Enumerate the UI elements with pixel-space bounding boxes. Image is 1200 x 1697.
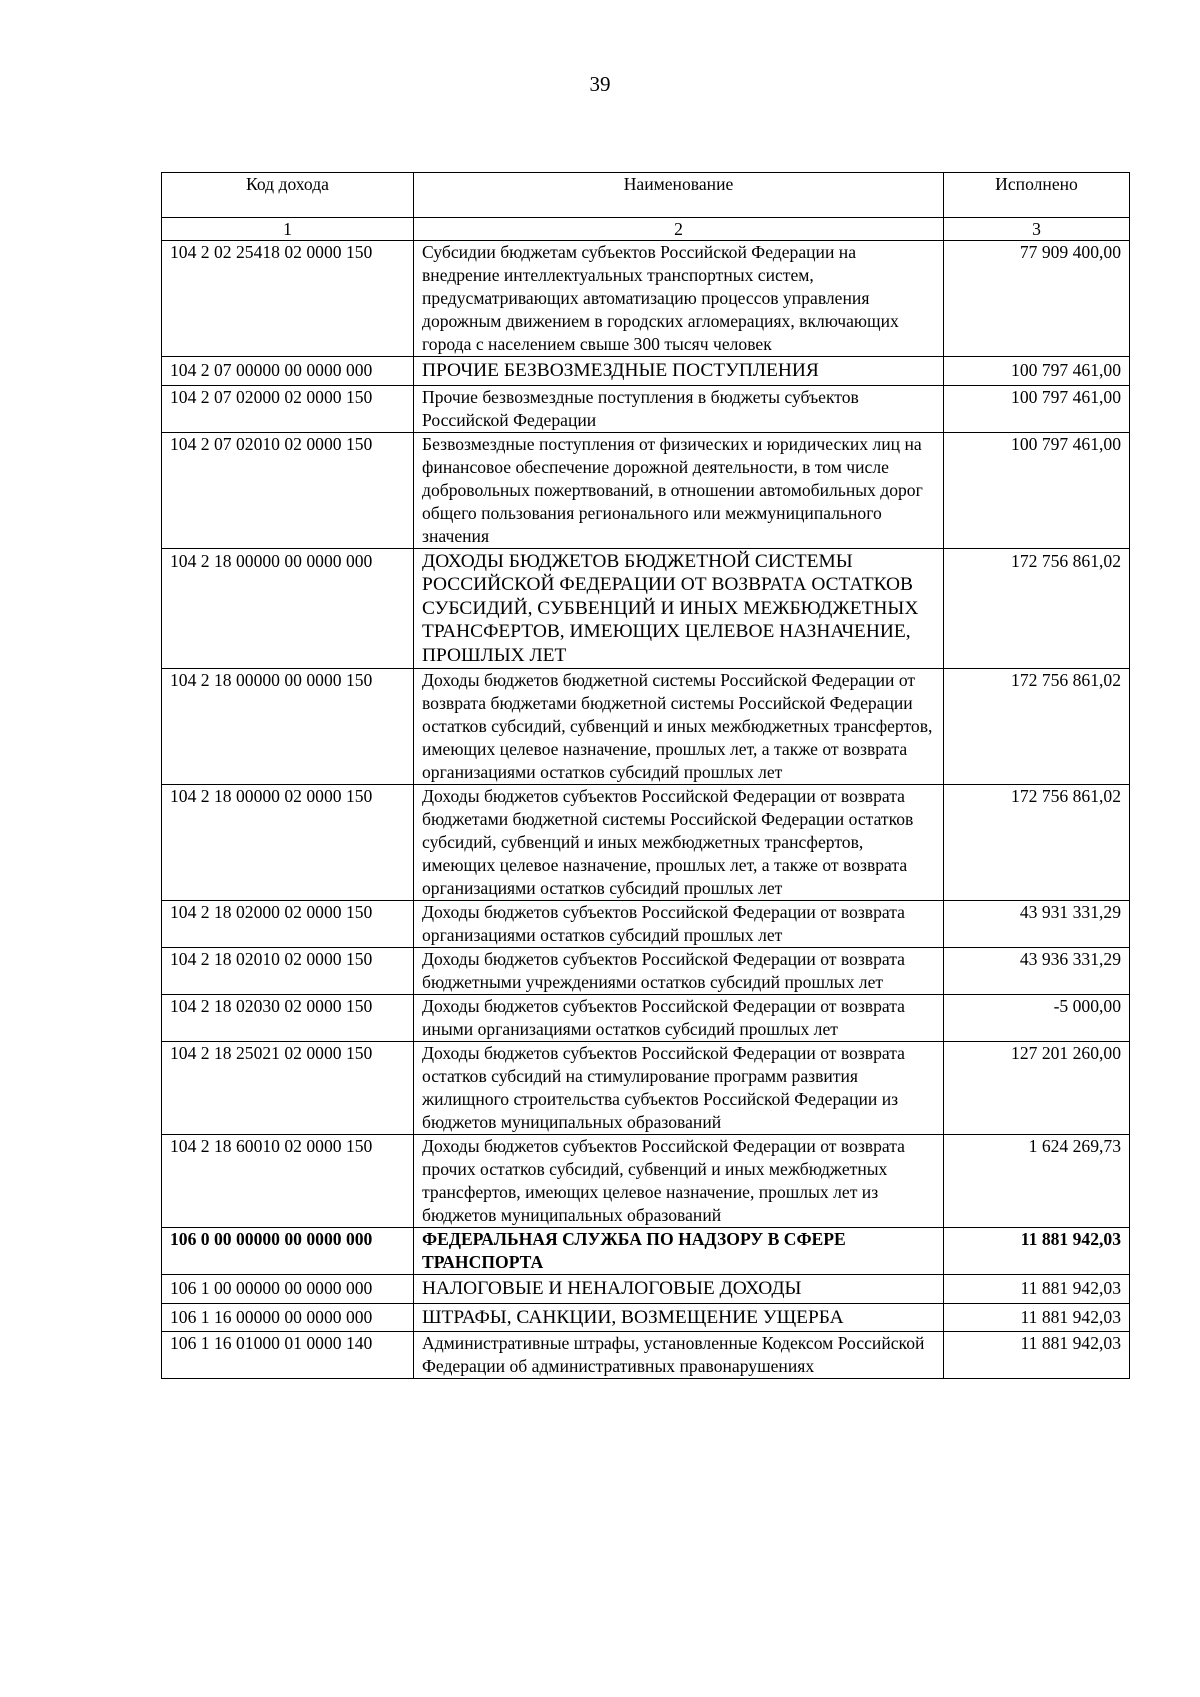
income-name: Доходы бюджетов субъектов Российской Федерации от возврата прочих остатков субсидий, субвенций и иных межбюджетных трансфертов, имеющих целевое назначение, прошлых лет из бюджетов муниципальных образований xyxy=(414,1135,944,1228)
header-executed: Исполнено xyxy=(944,173,1130,218)
income-name: Доходы бюджетов субъектов Российской Федерации от возврата иными организациями остатков субсидий прошлых лет xyxy=(414,995,944,1042)
executed-amount: 43 936 331,29 xyxy=(944,948,1130,995)
executed-amount: 100 797 461,00 xyxy=(944,385,1130,432)
income-code: 106 0 00 00000 00 0000 000 xyxy=(162,1228,414,1275)
table-row xyxy=(162,1228,1130,1275)
table-row xyxy=(162,785,1130,901)
income-code: 104 2 18 00000 02 0000 150 xyxy=(162,785,414,901)
executed-amount: 77 909 400,00 xyxy=(944,241,1130,357)
income-code: 104 2 07 02000 02 0000 150 xyxy=(162,385,414,432)
table-row xyxy=(162,241,1130,357)
income-name: Доходы бюджетов субъектов Российской Федерации от возврата бюджетными учреждениями остатков субсидий прошлых лет xyxy=(414,948,944,995)
income-code: 104 2 02 25418 02 0000 150 xyxy=(162,241,414,357)
header-name: Наименование xyxy=(414,173,944,218)
income-code: 104 2 18 60010 02 0000 150 xyxy=(162,1135,414,1228)
income-code: 106 1 16 01000 01 0000 140 xyxy=(162,1332,414,1379)
table-row xyxy=(162,1275,1130,1304)
table-row xyxy=(162,432,1130,548)
income-name: Доходы бюджетов субъектов Российской Федерации от возврата остатков субсидий на стимулирование программ развития жилищного строительства субъектов Российской Федерации из бюджетов муниципальных образований xyxy=(414,1042,944,1135)
income-name: Безвозмездные поступления от физических и юридических лиц на финансовое обеспечение дорожной деятельности, в том числе добровольных пожертвований, в отношении автомобильных дорог общего пользования регионального или межмуниципального значения xyxy=(414,432,944,548)
income-name: НАЛОГОВЫЕ И НЕНАЛОГОВЫЕ ДОХОДЫ xyxy=(414,1275,944,1304)
executed-amount: 172 756 861,02 xyxy=(944,548,1130,669)
column-number-row xyxy=(162,218,1130,241)
executed-amount: 1 624 269,73 xyxy=(944,1135,1130,1228)
income-code: 104 2 18 25021 02 0000 150 xyxy=(162,1042,414,1135)
table-row xyxy=(162,1135,1130,1228)
table-row xyxy=(162,1303,1130,1332)
table-header-row xyxy=(162,173,1130,218)
executed-amount: 172 756 861,02 xyxy=(944,785,1130,901)
income-name: Административные штрафы, установленные Кодексом Российской Федерации об административных правонарушениях xyxy=(414,1332,944,1379)
income-name: Доходы бюджетов субъектов Российской Федерации от возврата бюджетами бюджетной системы Российской Федерации остатков субсидий, субвенций и иных межбюджетных трансфертов, имеющих целевое назначение, прошлых лет, а также от возврата организациями остатков субсидий прошлых лет xyxy=(414,785,944,901)
executed-amount: 11 881 942,03 xyxy=(944,1303,1130,1332)
column-number-3: 3 xyxy=(944,218,1130,241)
table-row xyxy=(162,1332,1130,1379)
executed-amount: 100 797 461,00 xyxy=(944,432,1130,548)
executed-amount: 11 881 942,03 xyxy=(944,1332,1130,1379)
income-code: 104 2 18 02030 02 0000 150 xyxy=(162,995,414,1042)
executed-amount: 11 881 942,03 xyxy=(944,1228,1130,1275)
income-code: 104 2 18 00000 00 0000 000 xyxy=(162,548,414,669)
table-row xyxy=(162,385,1130,432)
executed-amount: 127 201 260,00 xyxy=(944,1042,1130,1135)
income-name: ПРОЧИЕ БЕЗВОЗМЕЗДНЫЕ ПОСТУПЛЕНИЯ xyxy=(414,357,944,386)
income-name: ДОХОДЫ БЮДЖЕТОВ БЮДЖЕТНОЙ СИСТЕМЫ РОССИЙСКОЙ ФЕДЕРАЦИИ ОТ ВОЗВРАТА ОСТАТКОВ СУБСИДИЙ, СУБВЕНЦИЙ И ИНЫХ МЕЖБЮДЖЕТНЫХ ТРАНСФЕРТОВ, ИМЕЮЩИХ ЦЕЛЕВОЕ НАЗНАЧЕНИЕ, ПРОШЛЫХ ЛЕТ xyxy=(414,548,944,669)
executed-amount: 172 756 861,02 xyxy=(944,669,1130,785)
executed-amount: 100 797 461,00 xyxy=(944,357,1130,386)
income-name: ШТРАФЫ, САНКЦИИ, ВОЗМЕЩЕНИЕ УЩЕРБА xyxy=(414,1303,944,1332)
income-code: 104 2 18 02000 02 0000 150 xyxy=(162,901,414,948)
table-row xyxy=(162,901,1130,948)
income-code: 104 2 18 00000 00 0000 150 xyxy=(162,669,414,785)
table-row xyxy=(162,948,1130,995)
income-name: Субсидии бюджетам субъектов Российской Федерации на внедрение интеллектуальных транспортных систем, предусматривающих автоматизацию процессов управления дорожным движением в городских агломерациях, включающих города с населением свыше 300 тысяч человек xyxy=(414,241,944,357)
executed-amount: -5 000,00 xyxy=(944,995,1130,1042)
income-code: 106 1 00 00000 00 0000 000 xyxy=(162,1275,414,1304)
table-row xyxy=(162,669,1130,785)
income-name: Доходы бюджетов бюджетной системы Российской Федерации от возврата бюджетами бюджетной системы Российской Федерации остатков субсидий, субвенций и иных межбюджетных трансфертов, имеющих целевое назначение, прошлых лет, а также от возврата организациями остатков субсидий прошлых лет xyxy=(414,669,944,785)
column-number-2: 2 xyxy=(414,218,944,241)
income-name: Доходы бюджетов субъектов Российской Федерации от возврата организациями остатков субсидий прошлых лет xyxy=(414,901,944,948)
income-name: ФЕДЕРАЛЬНАЯ СЛУЖБА ПО НАДЗОРУ В СФЕРЕ ТРАНСПОРТА xyxy=(414,1228,944,1275)
table-row xyxy=(162,357,1130,386)
executed-amount: 43 931 331,29 xyxy=(944,901,1130,948)
header-income-code: Код дохода xyxy=(162,173,414,218)
income-code: 104 2 18 02010 02 0000 150 xyxy=(162,948,414,995)
table-row xyxy=(162,995,1130,1042)
revenue-table xyxy=(161,172,1130,1379)
page-number: 39 xyxy=(589,72,611,96)
income-name: Прочие безвозмездные поступления в бюджеты субъектов Российской Федерации xyxy=(414,385,944,432)
income-code: 104 2 07 00000 00 0000 000 xyxy=(162,357,414,386)
executed-amount: 11 881 942,03 xyxy=(944,1275,1130,1304)
column-number-1: 1 xyxy=(162,218,414,241)
table-row xyxy=(162,548,1130,669)
income-code: 106 1 16 00000 00 0000 000 xyxy=(162,1303,414,1332)
table-row xyxy=(162,1042,1130,1135)
income-code: 104 2 07 02010 02 0000 150 xyxy=(162,432,414,548)
